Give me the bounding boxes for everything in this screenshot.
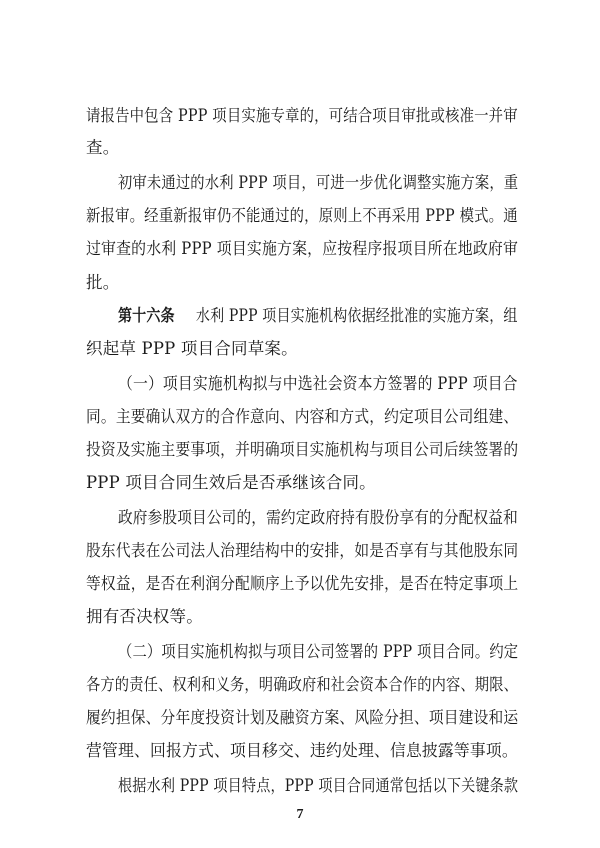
article-text: 水利 PPP 项目实施机构依据经批准的实施方案，组 xyxy=(195,306,518,325)
text-line: 新报审。经重新报审仍不能通过的，原则上不再采用 PPP 模式。通 xyxy=(86,206,518,225)
text-line: 等权益，是否在利润分配顺序上予以优先安排，是否在特定事项上 xyxy=(86,574,519,593)
text-line: 初审未通过的水利 PPP 项目，可进一步优化调整实施方案，重 xyxy=(118,173,519,192)
text-line: 批。 xyxy=(86,273,120,292)
text-line: 投资及实施主要事项，并明确项目实施机构与项目公司后续签署的 xyxy=(86,440,519,459)
text-line: 织起草 PPP 项目合同草案。 xyxy=(86,339,298,358)
text-line: 各方的责任、权利和义务，明确政府和社会资本合作的内容、期限、 xyxy=(86,675,519,694)
text-line: 履约担保、分年度投资计划及融资方案、风险分担、项目建设和运 xyxy=(86,708,519,727)
text-line: 根据水利 PPP 项目特点，PPP 项目合同通常包括以下关键条款 xyxy=(118,776,519,795)
text-line: 拥有否决权等。 xyxy=(86,607,203,626)
page-number: 7 xyxy=(296,807,304,822)
text-line: 政府参股项目公司的，需约定政府持有股份享有的分配权益和 xyxy=(118,508,518,527)
text-line: PPP 项目合同生效后是否承继该合同。 xyxy=(86,473,376,492)
article-heading-line xyxy=(118,304,518,328)
text-line: 营管理、回报方式、项目移交、违约处理、信息披露等事项。 xyxy=(86,741,518,760)
text-line: （一）项目实施机构拟与中选社会资本方签署的 PPP 项目合 xyxy=(118,374,518,393)
text-line: 查。 xyxy=(86,138,120,157)
text-line: 同。主要确认双方的合作意向、内容和方式，约定项目公司组建、 xyxy=(86,407,519,426)
text-line: 请报告中包含 PPP 项目实施专章的，可结合项目审批或核准一并审 xyxy=(86,106,518,125)
text-line: 股东代表在公司法人治理结构中的安排，如是否享有与其他股东同 xyxy=(86,541,519,560)
article-number: 第十六条 xyxy=(118,306,175,325)
text-line: 过审查的水利 PPP 项目实施方案，应按程序报项目所在地政府审 xyxy=(86,239,519,258)
text-line: （二）项目实施机构拟与项目公司签署的 PPP 项目合同。约定 xyxy=(118,642,519,661)
